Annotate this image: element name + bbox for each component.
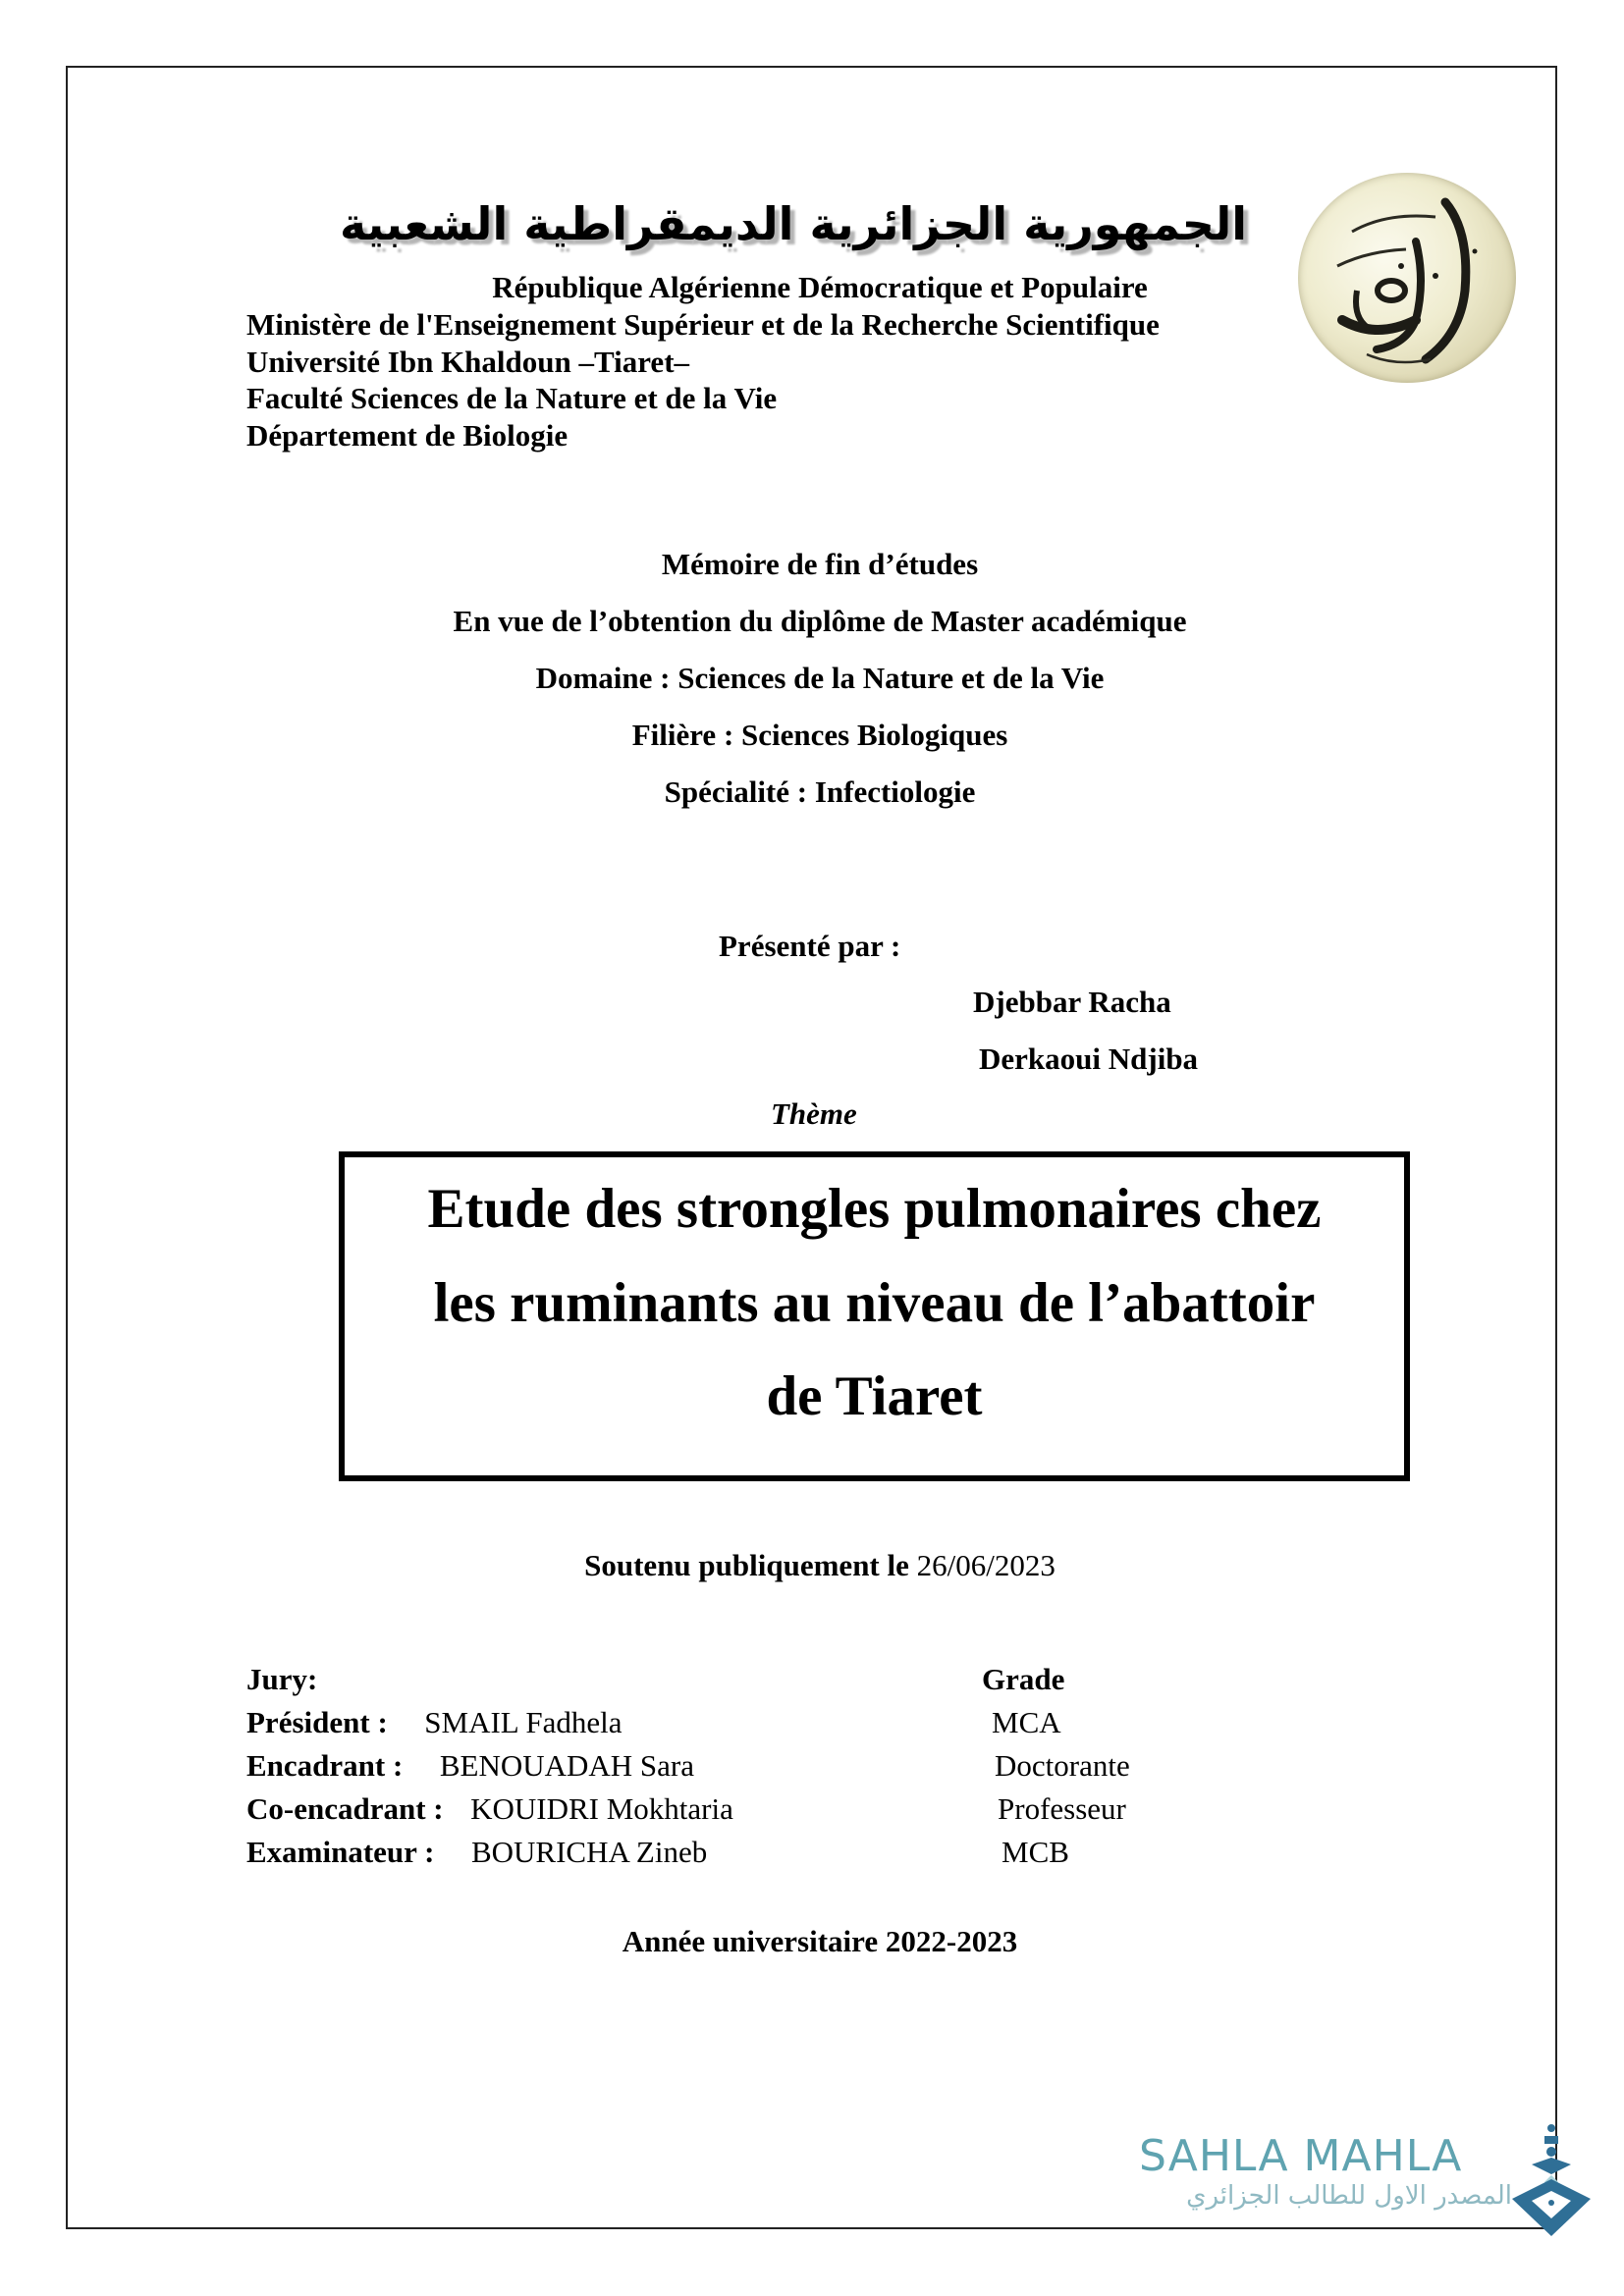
memoire-heading: Mémoire de fin d’études [661,547,979,581]
jury-member-name: SMAIL Fadhela [424,1705,623,1739]
author-name: Derkaoui Ndjiba [979,1041,1199,1076]
jury-header: Jury: [246,1662,318,1696]
sahla-mahla-brand: SAHLA MAHLA [1139,2131,1463,2181]
jury-role: Co-encadrant : [246,1791,444,1826]
sahla-mahla-logo-icon [1507,2120,1605,2238]
jury-row [246,1831,707,1874]
department-name: Département de Biologie [246,418,568,453]
jury-row [246,1701,622,1744]
defense-date: 26/06/2023 [916,1548,1056,1582]
diploma-line: En vue de l’obtention du diplôme de Master académique [453,604,1187,638]
jury-role: Examinateur : [246,1835,435,1869]
thesis-title-line: de Tiaret [766,1365,983,1427]
republic-name: République Algérienne Démocratique et Populaire [492,270,1148,304]
field-line: Filière : Sciences Biologiques [631,718,1008,752]
jury-role: Encadrant : [246,1748,404,1783]
author-name: Djebbar Racha [973,985,1171,1019]
jury-row [246,1788,733,1831]
academic-year: Année universitaire 2022-2023 [622,1924,1018,1958]
jury-member-name: BENOUADAH Sara [439,1748,694,1783]
defense-line [245,1546,1394,1585]
jury-role: Président : [246,1705,388,1739]
specialty-line: Spécialité : Infectiologie [664,774,976,809]
domain-line: Domaine : Sciences de la Nature et de la Vie [535,661,1105,695]
presented-by-label: Présenté par : [719,929,901,963]
jury-grade: Professeur [998,1791,1126,1826]
arabic-republic-title: الجمهورية الجزائرية الديمقراطية الشعبية [339,197,1247,250]
university-name: Université Ibn Khaldoun –Tiaret– [246,345,690,379]
thesis-title-line: les ruminants au niveau de l’abattoir [433,1272,1316,1334]
faculty-name: Faculté Sciences de la Nature et de la Vie [246,381,778,415]
ministry-name: Ministère de l'Enseignement Supérieur et de la Recherche Scientifique [246,307,1160,342]
jury-grade: MCA [992,1705,1061,1739]
theme-label: Thème [771,1096,857,1131]
jury-grade: Doctorante [995,1748,1130,1783]
thesis-title-line: Etude des strongles pulmonaires chez [427,1178,1322,1240]
jury-member-name: BOURICHA Zineb [470,1835,708,1869]
defense-label: Soutenu publiquement le [584,1548,909,1582]
jury-member-name: KOUIDRI Mokhtaria [470,1791,733,1826]
grade-header: Grade [982,1662,1065,1696]
sahla-mahla-tagline: المصدر الاول للطالب الجزائري [1186,2181,1512,2211]
jury-grade: MCB [1001,1835,1069,1869]
jury-row [246,1744,694,1788]
